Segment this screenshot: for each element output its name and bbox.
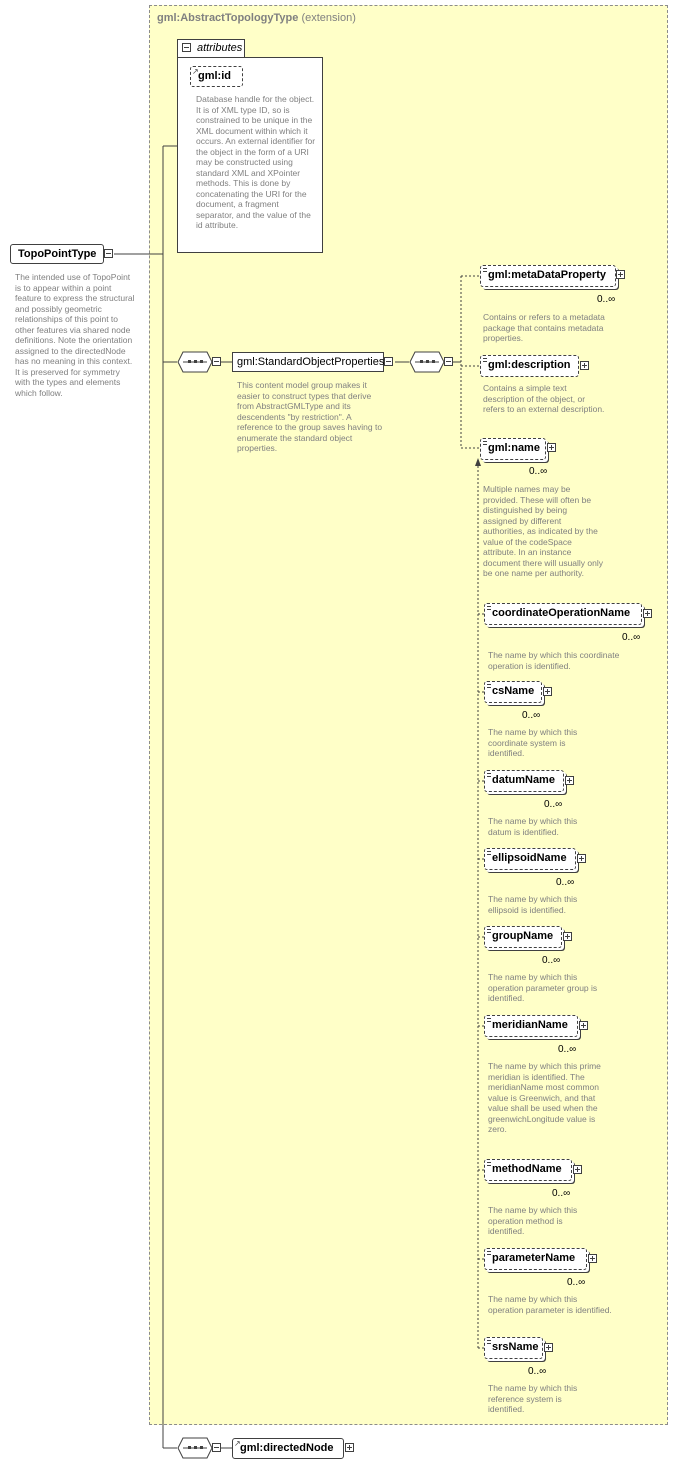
multiplicity: 0..∞ xyxy=(544,799,563,810)
element-name: srsName xyxy=(492,1341,539,1353)
element-icon xyxy=(487,1251,491,1255)
multiplicity: 0..∞ xyxy=(558,1044,577,1055)
multiplicity: 0..∞ xyxy=(597,294,616,305)
expand-icon[interactable] xyxy=(563,932,572,941)
attribute-arrow-icon: ↗ xyxy=(192,67,199,76)
expand-icon[interactable] xyxy=(588,1254,597,1263)
substitution-method-name[interactable] xyxy=(484,1159,572,1181)
substitution-cs-name[interactable] xyxy=(484,681,542,703)
element-icon xyxy=(487,929,491,933)
element-description: The name by which this operation parameter is identified. xyxy=(488,1294,612,1315)
attribute-gml-id[interactable] xyxy=(190,66,243,87)
element-icon xyxy=(487,684,491,688)
expand-icon[interactable] xyxy=(577,854,586,863)
element-meta-data-property[interactable] xyxy=(480,265,616,287)
multiplicity: 0..∞ xyxy=(528,1366,547,1377)
root-description: The intended use of TopoPoint is to appear within a point feature to express the structural and possibly geometric relationships of this point to other features via shared node definitions. Note the orientation assigned to the directedNode has no meaning in this context. It is preserved for symmetry with the types and elements which follow. xyxy=(15,272,135,398)
element-description: The name by which this coordinate operation is identified. xyxy=(488,650,620,671)
substitution-coordinate-operation-name[interactable] xyxy=(484,603,642,625)
sequence-compositor-icon[interactable] xyxy=(177,1437,213,1459)
attribute-name: gml:id xyxy=(198,70,231,82)
element-description: Multiple names may be provided. These will often be distinguished by being assigned by different authorities, as indicated by the value of the codeSpace attribute. In an instance document there will usually only be one name per authority. xyxy=(483,484,604,578)
element-description: The name by which this datum is identified. xyxy=(488,816,578,837)
element-icon xyxy=(487,1018,491,1022)
element-icon xyxy=(483,358,487,362)
element-description: The name by which this ellipsoid is identified. xyxy=(488,894,578,915)
extension-type-name: gml:AbstractTopologyType xyxy=(157,12,299,24)
element-description: The name by which this reference system is identified. xyxy=(488,1383,578,1414)
element-description: Contains a simple text description of the object, or refers to an external description. xyxy=(483,383,605,414)
element-description: Contains or refers to a metadata package that contains metadata properties. xyxy=(483,312,605,343)
substitution-srs-name[interactable] xyxy=(484,1337,543,1359)
element-icon xyxy=(487,851,491,855)
collapse-icon[interactable] xyxy=(444,357,453,366)
element-name: methodName xyxy=(492,1163,562,1175)
element-name-field[interactable] xyxy=(480,438,546,460)
expand-icon[interactable] xyxy=(345,1443,354,1452)
substitution-datum-name[interactable] xyxy=(484,770,564,792)
sequence-compositor-icon[interactable] xyxy=(177,351,213,373)
group-standard-object-properties[interactable] xyxy=(232,352,384,372)
element-icon xyxy=(487,1162,491,1166)
substitution-ellipsoid-name[interactable] xyxy=(484,848,576,870)
element-name: csName xyxy=(492,685,535,697)
attribute-description: Database handle for the object. It is of XML type ID, so is constrained to be unique in the XML document within which it occurs. An external identifier for the object in the form of a URI may be constructed using standard XML and XPointer methods. This is done by concatenating the URI for the document, a fragment separator, and the value of the id attribute. xyxy=(196,94,316,230)
extension-suffix: (extension) xyxy=(301,12,356,24)
element-name: gml:description xyxy=(488,359,571,371)
collapse-icon[interactable] xyxy=(212,357,221,366)
element-name: datumName xyxy=(492,774,555,786)
expand-icon[interactable] xyxy=(565,776,574,785)
multiplicity: 0..∞ xyxy=(567,1277,586,1288)
element-icon xyxy=(483,268,487,272)
element-name: gml:metaDataProperty xyxy=(488,269,606,281)
multiplicity: 0..∞ xyxy=(552,1188,571,1199)
element-icon xyxy=(487,773,491,777)
element-name: meridianName xyxy=(492,1019,568,1031)
element-name: parameterName xyxy=(492,1252,576,1264)
element-icon xyxy=(487,1340,491,1344)
element-name: coordinateOperationName xyxy=(492,607,631,619)
element-directed-node[interactable] xyxy=(232,1438,344,1459)
element-name: groupName xyxy=(492,930,554,942)
multiplicity: 0..∞ xyxy=(622,632,641,643)
element-description: The name by which this prime meridian is identified. The meridianName most common value is Greenwich, and that value shall be used when the greenwichLongitude value is zero. xyxy=(488,1061,601,1134)
element-icon xyxy=(487,606,491,610)
element-icon xyxy=(483,441,487,445)
expand-icon[interactable] xyxy=(616,270,625,279)
group-description: This content model group makes it easier to construct types that derive from AbstractGMLType and its descendents "by restriction". A reference to the group saves having to enumerate the standard object properties. xyxy=(237,380,383,453)
expand-icon[interactable] xyxy=(544,1343,553,1352)
collapse-icon[interactable] xyxy=(212,1443,221,1452)
multiplicity: 0..∞ xyxy=(556,877,575,888)
multiplicity: 0..∞ xyxy=(522,710,541,721)
expand-icon[interactable] xyxy=(547,443,556,452)
element-description: The name by which this operation method is identified. xyxy=(488,1205,578,1236)
multiplicity: 0..∞ xyxy=(542,955,561,966)
multiplicity: 0..∞ xyxy=(529,466,548,477)
attributes-label: attributes xyxy=(197,42,243,54)
collapse-icon[interactable] xyxy=(384,357,393,366)
expand-icon[interactable] xyxy=(579,1021,588,1030)
element-description: The name by which this coordinate system is identified. xyxy=(488,727,578,758)
collapse-icon[interactable] xyxy=(182,43,191,52)
element-name: ellipsoidName xyxy=(492,852,567,864)
expand-icon[interactable] xyxy=(643,609,652,618)
element-description: The name by which this operation parameter group is identified. xyxy=(488,972,598,1003)
substitution-parameter-name[interactable] xyxy=(484,1248,587,1270)
element-ref-arrow-icon: ↗ xyxy=(234,1439,241,1448)
expand-icon[interactable] xyxy=(543,687,552,696)
root-type-box[interactable] xyxy=(10,244,104,264)
element-description-field[interactable] xyxy=(480,355,579,377)
root-type-name: TopoPointType xyxy=(18,248,97,260)
substitution-group-name[interactable] xyxy=(484,926,562,948)
collapse-icon[interactable] xyxy=(104,249,113,258)
expand-icon[interactable] xyxy=(580,361,589,370)
sequence-compositor-icon[interactable] xyxy=(409,351,445,373)
group-name: gml:StandardObjectProperties xyxy=(237,356,385,368)
element-name: gml:name xyxy=(488,442,540,454)
element-name: gml:directedNode xyxy=(240,1442,334,1454)
substitution-meridian-name[interactable] xyxy=(484,1015,578,1037)
expand-icon[interactable] xyxy=(573,1165,582,1174)
